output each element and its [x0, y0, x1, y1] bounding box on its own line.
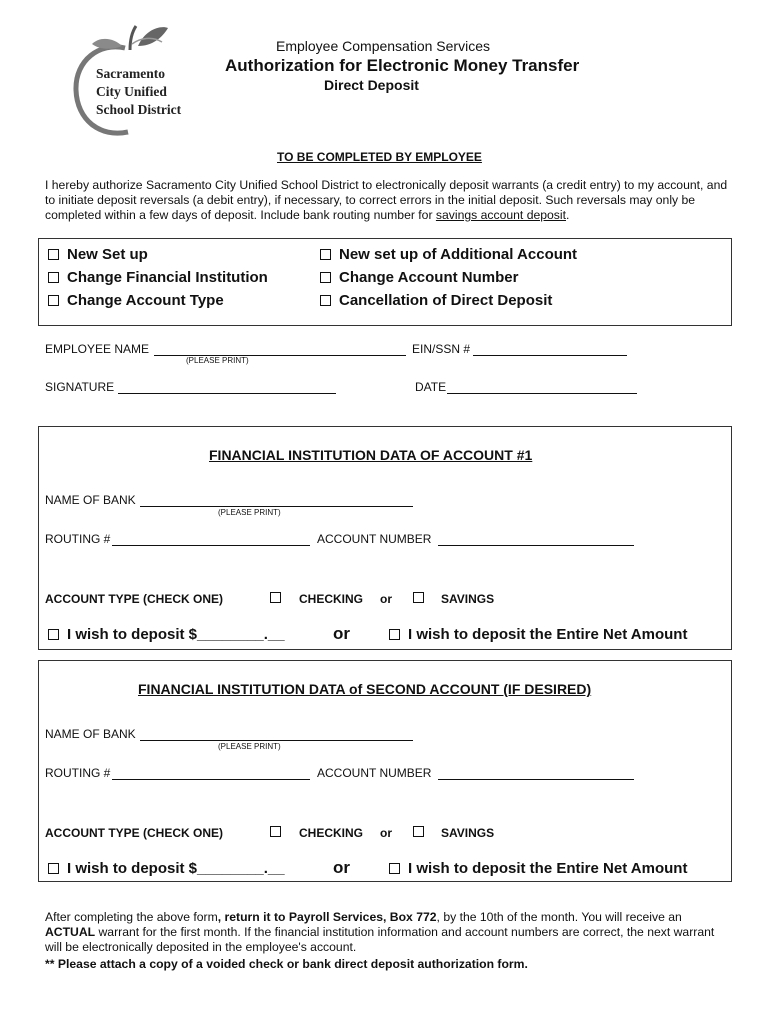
checkbox[interactable]: [48, 272, 59, 283]
deposit-amount-option[interactable]: [48, 860, 285, 877]
savings-link-text: savings account deposit: [435, 208, 566, 222]
district-logo: [70, 20, 200, 140]
footer-text-2: , by the 10th of the month. You will receive an: [436, 910, 682, 924]
please-print-note: (PLEASE PRINT): [186, 356, 249, 365]
footer-actual: ACTUAL: [45, 925, 96, 939]
savings-label: SAVINGS: [441, 826, 495, 840]
routing-field[interactable]: [112, 779, 310, 780]
option-change-institution[interactable]: [48, 269, 268, 286]
date-field[interactable]: [447, 393, 637, 394]
or-label: or: [380, 826, 392, 840]
account-2-heading: FINANCIAL INSTITUTION DATA of SECOND ACCOUNT (IF DESIRED): [138, 681, 592, 697]
checkbox[interactable]: [48, 629, 59, 640]
option-change-account-number[interactable]: [320, 269, 518, 286]
deposit-entire-label: I wish to deposit the Entire Net Amount: [408, 626, 688, 643]
footer-return-text: , return it to Payroll Services, Box 772: [217, 910, 437, 924]
bank-name-label: NAME OF BANK: [45, 493, 136, 507]
option-additional-account[interactable]: [320, 246, 577, 263]
option-new-setup[interactable]: [48, 246, 148, 263]
deposit-amount-label: I wish to deposit $________.__: [67, 860, 285, 877]
option-label: Change Account Type: [67, 292, 224, 309]
routing-label: ROUTING #: [45, 532, 111, 546]
please-print-note: (PLEASE PRINT): [218, 742, 281, 751]
footer-text-3: warrant for the first month. If the financial institution information and account numbers are correct, the next warrant will be electronically deposited in the employee's account.: [45, 925, 715, 954]
footer-instructions: [45, 910, 725, 955]
option-cancellation[interactable]: [320, 292, 552, 309]
option-label: New set up of Additional Account: [339, 246, 578, 263]
logo-line-3: School District: [96, 102, 182, 117]
checkbox[interactable]: [320, 272, 331, 283]
checking-label: CHECKING: [299, 826, 364, 840]
ein-ssn-field[interactable]: [473, 355, 627, 356]
deposit-amount-option[interactable]: [48, 626, 285, 643]
checkbox[interactable]: [389, 863, 400, 874]
signature-field[interactable]: [118, 393, 336, 394]
department-name: Employee Compensation Services: [276, 38, 490, 54]
ein-ssn-label: EIN/SSN #: [412, 342, 471, 356]
checkbox[interactable]: [320, 295, 331, 306]
account-number-field[interactable]: [438, 545, 634, 546]
checkbox[interactable]: [413, 826, 424, 837]
logo-line-1: Sacramento: [96, 66, 165, 81]
authorization-text: [45, 178, 733, 223]
checkbox[interactable]: [270, 826, 281, 837]
checkbox[interactable]: [48, 249, 59, 260]
savings-checkbox[interactable]: [413, 589, 432, 607]
checkbox[interactable]: [270, 592, 281, 603]
employee-name-label: EMPLOYEE NAME: [45, 342, 150, 356]
signature-label: SIGNATURE: [45, 380, 115, 394]
date-label: DATE: [415, 380, 447, 394]
option-label: New Set up: [67, 246, 148, 263]
form-title: Authorization for Electronic Money Transfer: [225, 56, 580, 75]
authorization-body: I hereby authorize Sacramento City Unified School District to electronically deposit warrants (a credit entry) to my account, and to initiate deposit reversals (a debit entry), if necessary, to correct errors in the initial deposit. Such reversals may only be completed within a few days of deposit. Include bank routing number for: [45, 178, 728, 222]
or-label: or: [380, 592, 392, 606]
checking-checkbox[interactable]: [270, 823, 289, 841]
savings-label: SAVINGS: [441, 592, 495, 606]
account-type-label: ACCOUNT TYPE (CHECK ONE): [45, 592, 224, 606]
bank-name-label: NAME OF BANK: [45, 727, 136, 741]
account-number-label: ACCOUNT NUMBER: [317, 766, 432, 780]
checkbox[interactable]: [320, 249, 331, 260]
option-change-account-type[interactable]: [48, 292, 224, 309]
routing-label: ROUTING #: [45, 766, 111, 780]
intro-heading: TO BE COMPLETED BY EMPLOYEE: [277, 150, 482, 164]
form-subtitle: Direct Deposit: [324, 77, 419, 93]
footer-text-1: After completing the above form: [45, 910, 218, 924]
footer-note: ** Please attach a copy of a voided check or bank direct deposit authorization form.: [45, 957, 528, 971]
logo-line-2: City Unified: [96, 84, 167, 99]
option-label: Change Financial Institution: [67, 269, 268, 286]
deposit-entire-option[interactable]: [389, 860, 687, 877]
deposit-entire-label: I wish to deposit the Entire Net Amount: [408, 860, 688, 877]
bank-name-field[interactable]: [140, 740, 413, 741]
deposit-entire-option[interactable]: [389, 626, 687, 643]
bank-name-field[interactable]: [140, 506, 413, 507]
option-label: Change Account Number: [339, 269, 519, 286]
savings-checkbox[interactable]: [413, 823, 432, 841]
checkbox[interactable]: [48, 863, 59, 874]
please-print-note: (PLEASE PRINT): [218, 508, 281, 517]
account-number-label: ACCOUNT NUMBER: [317, 532, 432, 546]
checking-checkbox[interactable]: [270, 589, 289, 607]
deposit-amount-label: I wish to deposit $________.__: [67, 626, 285, 643]
option-label: Cancellation of Direct Deposit: [339, 292, 553, 309]
or-separator: or: [333, 624, 350, 643]
checking-label: CHECKING: [299, 592, 364, 606]
checkbox[interactable]: [48, 295, 59, 306]
checkbox[interactable]: [413, 592, 424, 603]
checkbox[interactable]: [389, 629, 400, 640]
account-1-heading: FINANCIAL INSTITUTION DATA OF ACCOUNT #1: [209, 447, 533, 463]
account-number-field[interactable]: [438, 779, 634, 780]
authorization-end: .: [566, 208, 570, 222]
or-separator: or: [333, 858, 350, 877]
account-type-label: ACCOUNT TYPE (CHECK ONE): [45, 826, 224, 840]
routing-field[interactable]: [112, 545, 310, 546]
